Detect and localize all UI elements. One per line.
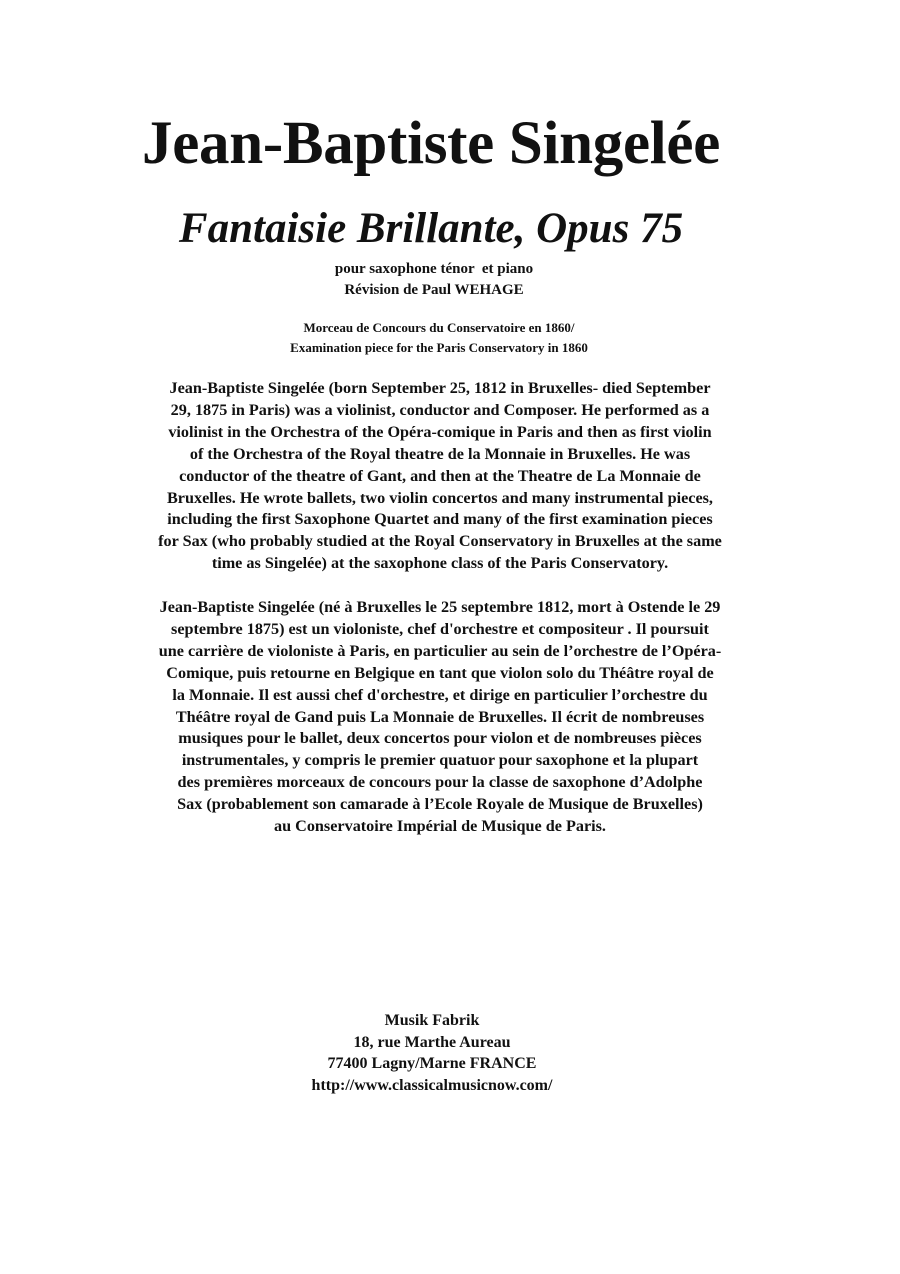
- instrumentation: pour saxophone ténor et piano: [334, 261, 534, 277]
- biography-line: musiques pour le ballet, deux concertos pour violon et de nombreuses pièces: [178, 729, 702, 748]
- biography-line: time as Singelée) at the saxophone class of the Paris Conservatory.: [211, 554, 669, 573]
- biography-line: 29, 1875 in Paris) was a violinist, conductor and Composer. He performed as a: [170, 400, 710, 419]
- publisher-street: 18, rue Marthe Aureau: [353, 1033, 511, 1051]
- biography-line: des premières morceaux de concours pour la classe de saxophone d’Adolphe: [177, 773, 703, 792]
- biography-line: conductor of the theatre of Gant, and then at the Theatre de La Monnaie de: [179, 466, 701, 485]
- publisher-city: 77400 Lagny/Marne FRANCE: [327, 1055, 537, 1072]
- biography-line: Bruxelles. He wrote ballets, two violin concertos and many instrumental pieces,: [167, 488, 713, 507]
- competition-note-en: Examination piece for the Paris Conservatory in 1860: [290, 340, 588, 355]
- biography-line: of the Orchestra of the Royal theatre de la Monnaie in Bruxelles. He was: [189, 444, 691, 463]
- revision-credit: Révision de Paul WEHAGE: [344, 282, 524, 298]
- biography-line: instrumentales, y compris le premier quatuor pour saxophone et la plupart: [181, 751, 699, 770]
- work-title: Fantaisie Brillante, Opus 75: [178, 205, 684, 252]
- publisher-url: http://www.classicalmusicnow.com/: [311, 1076, 553, 1094]
- biography-line: violinist in the Orchestra of the Opéra-comique in Paris and then as first violin: [168, 422, 712, 441]
- publisher-block: [0, 1010, 864, 1096]
- biography-english: [90, 378, 790, 575]
- biography-line: Comique, puis retourne en Belgique en tant que violon solo du Théâtre royal de: [166, 663, 714, 682]
- biography-line: la Monnaie. Il est aussi chef d'orchestre, et dirige en particulier l’orchestre du: [172, 685, 708, 704]
- biography-line: Sax (probablement son camarade à l’Ecole Royale de Musique de Bruxelles): [177, 795, 703, 814]
- competition-note-fr: Morceau de Concours du Conservatoire en 1860/: [303, 320, 575, 335]
- biography-line: au Conservatoire Impérial de Musique de Paris.: [274, 817, 606, 836]
- biography-line: including the first Saxophone Quartet and many of the first examination pieces: [167, 510, 713, 529]
- biography-french: [90, 597, 790, 838]
- biography-line: Jean-Baptiste Singelée (né à Bruxelles le 25 septembre 1812, mort à Ostende le 29: [159, 598, 721, 616]
- composer-name: Jean-Baptiste Singelée: [142, 110, 720, 177]
- publisher-name: Musik Fabrik: [384, 1012, 480, 1029]
- biography-line: septembre 1875) est un violoniste, chef d'orchestre et compositeur . Il poursuit: [171, 619, 709, 638]
- biography-line: une carrière de violoniste à Paris, en particulier au sein de l’orchestre de l’Opéra-: [158, 641, 722, 660]
- biography-line: for Sax (who probably studied at the Royal Conservatory in Bruxelles at the same: [158, 532, 722, 551]
- biography-line: Théâtre royal de Gand puis La Monnaie de Bruxelles. Il écrit de nombreuses: [175, 707, 705, 726]
- biography-line: Jean-Baptiste Singelée (born September 25, 1812 in Bruxelles- died September: [169, 379, 711, 397]
